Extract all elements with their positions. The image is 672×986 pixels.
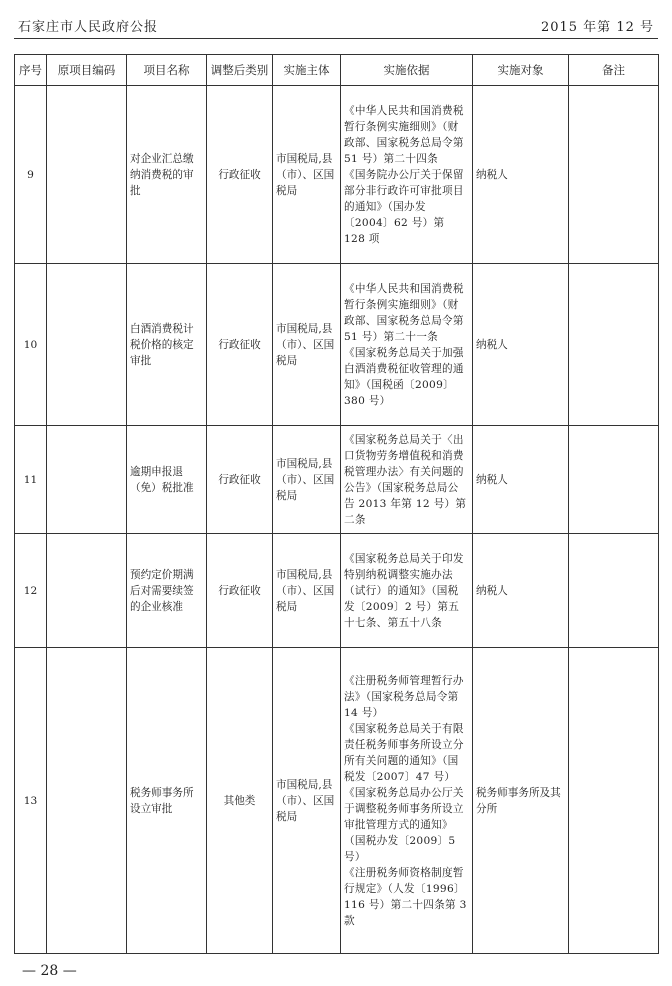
row-code <box>47 534 127 648</box>
page-number: — 28 — <box>22 963 77 979</box>
issue-number: 2015 年第 12 号 <box>540 20 654 35</box>
row-category: 行政征收 <box>207 264 273 426</box>
basis-item: 《国务院办公厅关于保留部分非行政许可审批项目的通知》（国办发〔2004〕62 号）第 128 项 <box>344 168 464 245</box>
header-note: 备注 <box>569 55 659 86</box>
row-code <box>47 264 127 426</box>
basis-item: 《国家税务总局关于〈出口货物劳务增值税和消费税管理办法〉有关问题的公告》（国家税务总局公告 2013 年第 12 号）第二条 <box>344 433 467 526</box>
row-note <box>569 534 659 648</box>
page-header <box>14 12 658 39</box>
table-row <box>15 534 659 648</box>
header-no: 序号 <box>15 55 47 86</box>
row-no: 13 <box>15 648 47 954</box>
row-category: 行政征收 <box>207 86 273 264</box>
row-basis <box>341 648 473 954</box>
header-basis: 实施依据 <box>341 55 473 86</box>
row-name: 逾期申报退（免）税批准 <box>127 426 207 534</box>
row-code <box>47 648 127 954</box>
items-table <box>14 54 659 954</box>
row-category: 其他类 <box>207 648 273 954</box>
header-target: 实施对象 <box>473 55 569 86</box>
header-category: 调整后类别 <box>207 55 273 86</box>
basis-item: 《中华人民共和国消费税暂行条例实施细则》（财政部、国家税务总局令第 51 号）第二十四条 <box>344 104 464 165</box>
row-category: 行政征收 <box>207 534 273 648</box>
row-name: 对企业汇总缴纳消费税的审批 <box>127 86 207 264</box>
publication-title: 石家庄市人民政府公报 <box>18 20 159 35</box>
row-target: 税务师事务所及其分所 <box>473 648 569 954</box>
header-name: 项目名称 <box>127 55 207 86</box>
basis-item: 《注册税务师管理暂行办法》（国家税务总局令第 14 号） <box>344 674 464 719</box>
row-subject: 市国税局,县（市）、区国税局 <box>273 86 341 264</box>
row-note <box>569 648 659 954</box>
row-no: 11 <box>15 426 47 534</box>
row-subject: 市国税局,县（市）、区国税局 <box>273 534 341 648</box>
row-basis <box>341 264 473 426</box>
row-target: 纳税人 <box>473 264 569 426</box>
row-target: 纳税人 <box>473 534 569 648</box>
row-subject: 市国税局,县（市）、区国税局 <box>273 648 341 954</box>
table-header-row <box>15 55 659 86</box>
row-name: 税务师事务所设立审批 <box>127 648 207 954</box>
basis-item: 《国家税务总局办公厅关于调整税务师事务所设立审批管理方式的通知》（国税办发〔2009〕5 号） <box>344 786 464 863</box>
table-row <box>15 86 659 264</box>
row-basis <box>341 534 473 648</box>
basis-item: 《国家税务总局关于有限责任税务师事务所设立分所有关问题的通知》（国税发〔2007〕47 号） <box>344 722 464 783</box>
row-name: 白酒消费税计税价格的核定审批 <box>127 264 207 426</box>
row-target: 纳税人 <box>473 86 569 264</box>
header-subject: 实施主体 <box>273 55 341 86</box>
row-note <box>569 264 659 426</box>
row-no: 10 <box>15 264 47 426</box>
row-basis <box>341 426 473 534</box>
table-row <box>15 426 659 534</box>
row-basis <box>341 86 473 264</box>
table-row <box>15 648 659 954</box>
basis-item: 《中华人民共和国消费税暂行条例实施细则》（财政部、国家税务总局令第 51 号）第二十一条 <box>344 282 464 343</box>
basis-item: 《国家税务总局关于加强白酒消费税征收管理的通知》（国税函〔2009〕380 号） <box>344 346 464 407</box>
row-name: 预约定价期满后对需要续签的企业核准 <box>127 534 207 648</box>
row-note <box>569 426 659 534</box>
basis-item: 《国家税务总局关于印发特别纳税调整实施办法（试行）的通知》（国税发〔2009〕2 号）第五十七条、第五十八条 <box>344 552 464 629</box>
row-no: 12 <box>15 534 47 648</box>
row-target: 纳税人 <box>473 426 569 534</box>
header-code: 原项目编码 <box>47 55 127 86</box>
row-no: 9 <box>15 86 47 264</box>
row-code <box>47 426 127 534</box>
row-note <box>569 86 659 264</box>
row-category: 行政征收 <box>207 426 273 534</box>
row-subject: 市国税局,县（市）、区国税局 <box>273 264 341 426</box>
basis-item: 《注册税务师资格制度暂行规定》（人发〔1996〕116 号）第二十四条第 3 款 <box>344 866 467 927</box>
row-subject: 市国税局,县（市）、区国税局 <box>273 426 341 534</box>
row-code <box>47 86 127 264</box>
table-row <box>15 264 659 426</box>
